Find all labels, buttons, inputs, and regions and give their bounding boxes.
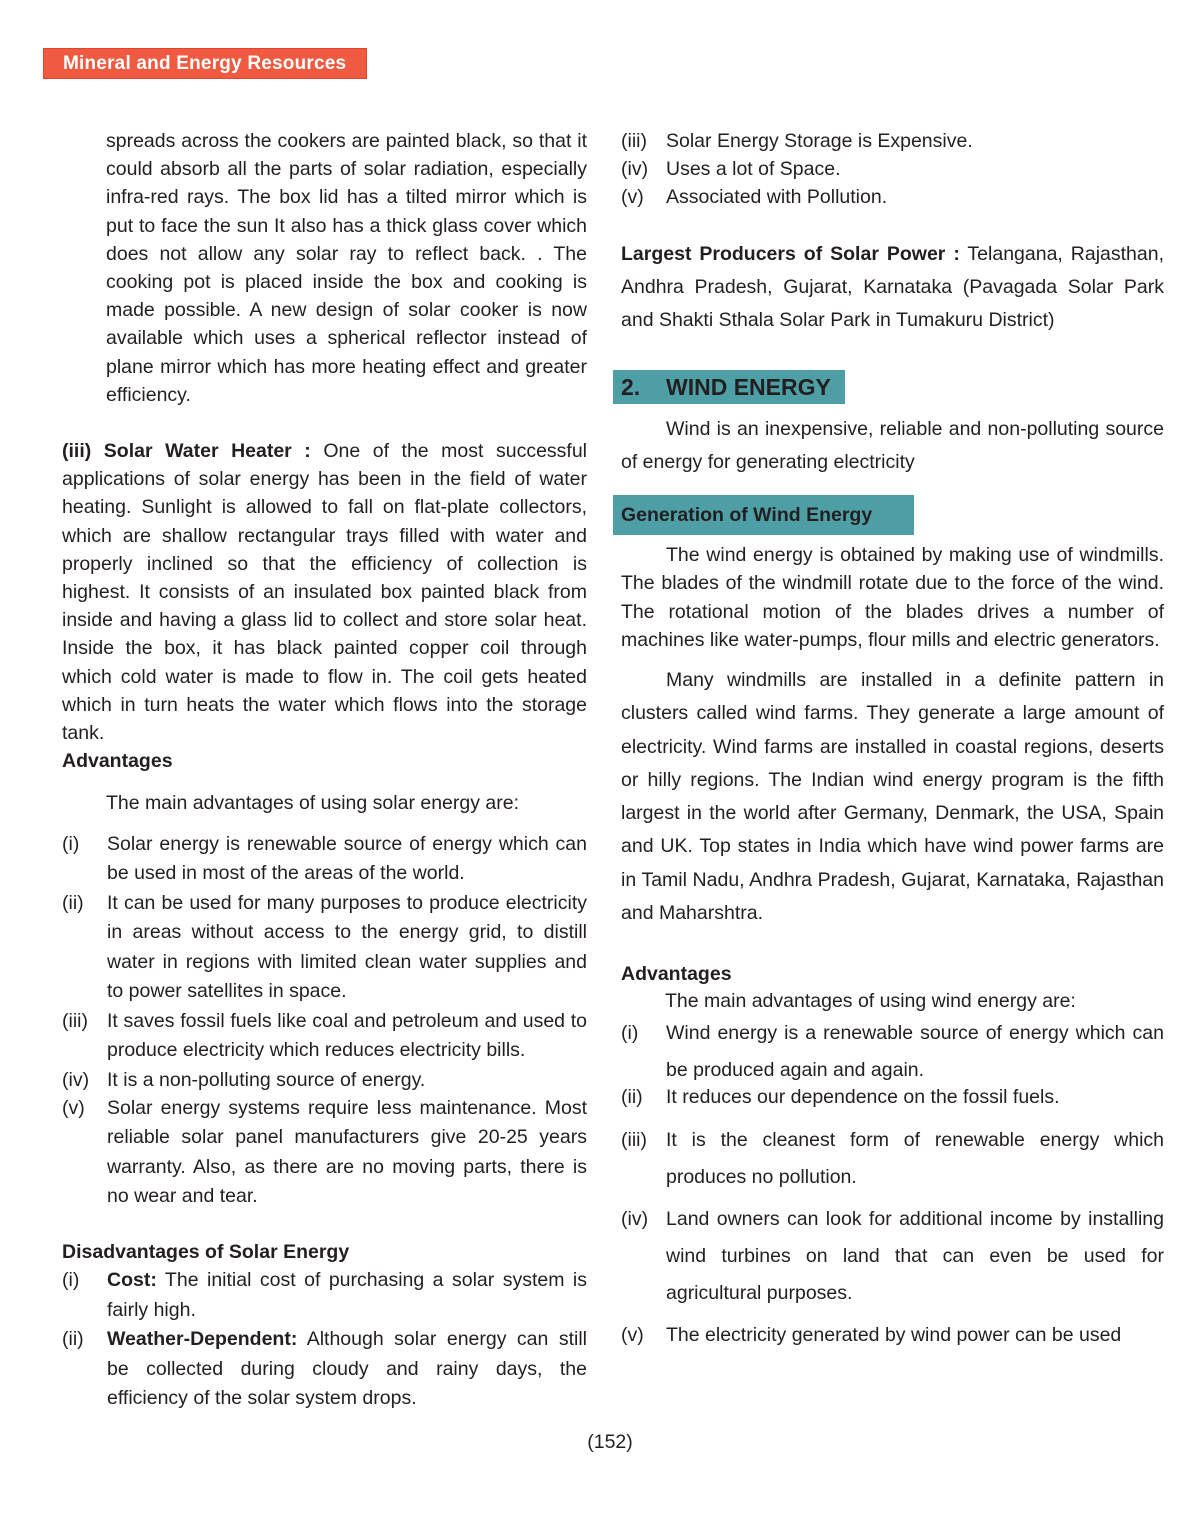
list-item: (iii) It saves fossil fuels like coal and petroleum and used to produce electricity which reduces electricity bills. (62, 1009, 587, 1062)
list-item: (ii) It can be used for many purposes to produce electricity in areas without access to the energy grid, to distill water in regions with limited clean water supplies and to power satellites in space. (62, 891, 587, 1003)
solar-advantages-heading: Advantages (62, 750, 173, 773)
list-item: (iv) Uses a lot of Space. (621, 158, 841, 181)
generation-heading-block (621, 495, 1164, 535)
list-item: (v) Solar energy systems require less maintenance. Most reliable solar panel manufacturers give 20-25 years warranty. Also, as there are no moving parts, there is no wear and tear. (62, 1096, 587, 1208)
wind-farms-paragraph: Many windmills are installed in a definite pattern in clusters called wind farms. They generate a large amount of electricity. Wind farms are installed in coastal regions, deserts or hilly regions. The Indian wind energy program is the fifth largest in the world after Germany, Denmark, the USA, Spain and UK. Top states in India which have wind power farms are in Tamil Nadu, Andhra Pradesh, Gujarat, Karnataka, Rajasthan and Maharshtra. (621, 668, 1164, 924)
list-item: (ii) It reduces our dependence on the fossil fuels. (621, 1086, 1060, 1109)
wind-advantages-list (621, 1015, 1164, 1353)
wind-advantages-heading: Advantages (621, 963, 732, 986)
list-item: (iii) Solar Energy Storage is Expensive. (621, 130, 973, 152)
largest-producers-paragraph: Largest Producers of Solar Power : Telangana, Rajasthan, Andhra Pradesh, Gujarat, Karnataka (Pavagada Solar Park and Shakti Sthala Solar Park in Tumakuru District) (621, 242, 1165, 332)
list-item: (v) Associated with Pollution. (621, 186, 888, 209)
list-item: (ii) Weather-Dependent: Although solar energy can still be collected during cloudy and rainy days, the efficiency of the solar system drops. (62, 1328, 587, 1410)
wind-energy-section-title (621, 370, 1164, 404)
wind-generation-paragraph: The wind energy is obtained by making use of windmills. The blades of the windmill rotate due to the force of the wind. The rotational motion of the blades drives a number of machines like water-pumps, flour mills and electric generators. (621, 544, 1164, 651)
solar-advantages-intro: The main advantages of using solar energy are: (106, 792, 519, 815)
list-item: (i) Wind energy is a renewable source of energy which can be produced again and again. (621, 1022, 1164, 1082)
left-column (62, 127, 587, 1414)
list-item: (v) The electricity generated by wind power can be used (621, 1323, 1122, 1346)
solar-disadvantages-list-continued (621, 127, 1164, 212)
section-number: 2. (621, 373, 641, 400)
list-item: (iii) It is the cleanest form of renewable energy which produces no pollution. (621, 1128, 1164, 1188)
wind-intro-paragraph: Wind is an inexpensive, reliable and non-polluting source of energy for generating electricity (621, 417, 1164, 473)
chapter-title: Mineral and Energy Resources (63, 53, 347, 74)
solar-disadvantages-heading: Disadvantages of Solar Energy (62, 1240, 350, 1263)
right-column (621, 127, 1164, 1354)
generation-of-wind-energy-heading: Generation of Wind Energy (613, 495, 914, 535)
list-item: (iv) It is a non-polluting source of energy. (62, 1068, 426, 1091)
solar-water-heater-label: (iii) Solar Water Heater : (62, 440, 311, 463)
list-item: (iv) Land owners can look for additional income by installing wind turbines on land that can even be used for agricultural purposes. (621, 1207, 1164, 1304)
solar-water-heater-text: One of the most successful applications of solar energy has been in the field of water heating. Sunlight is allowed to fall on flat-plate collectors, which are shallow rectangular trays filled with water and properly inclined so that the efficiency of collection is highest. It consists of an insulated box painted black from inside and having a glass lid to collect and store solar heat. Inside the box, it has black painted copper coil through which cold water is made to flow in. The coil gets heated which in turn heats the water which flows into the storage tank. (62, 440, 588, 745)
section-title: WIND ENERGY (666, 373, 831, 400)
solar-water-heater-paragraph (62, 437, 587, 747)
solar-advantages-list (62, 830, 587, 1212)
list-item: (i) Solar energy is renewable source of energy which can be used in most of the areas of the world. (62, 832, 587, 885)
page-number: (152) (587, 1431, 633, 1453)
solar-cooker-paragraph: spreads across the cookers are painted black, so that it could absorb all the parts of solar radiation, especially infra-red rays. The box lid has a tilted mirror which is put to face the sun It also has a thick glass cover which does not allow any solar ray to reflect back. . The cooking pot is placed inside the box and cooking is made possible. A new design of solar cooker is now available which uses a spherical reflector instead of plane mirror which has more heating effect and greater efficiency. (106, 130, 587, 406)
list-item: (i) Cost: The initial cost of purchasing a solar system is fairly high. (62, 1269, 587, 1321)
solar-disadvantages-list (62, 1266, 587, 1414)
chapter-header-tab (43, 48, 367, 79)
wind-advantages-intro: The main advantages of using wind energy are: (665, 990, 1076, 1013)
